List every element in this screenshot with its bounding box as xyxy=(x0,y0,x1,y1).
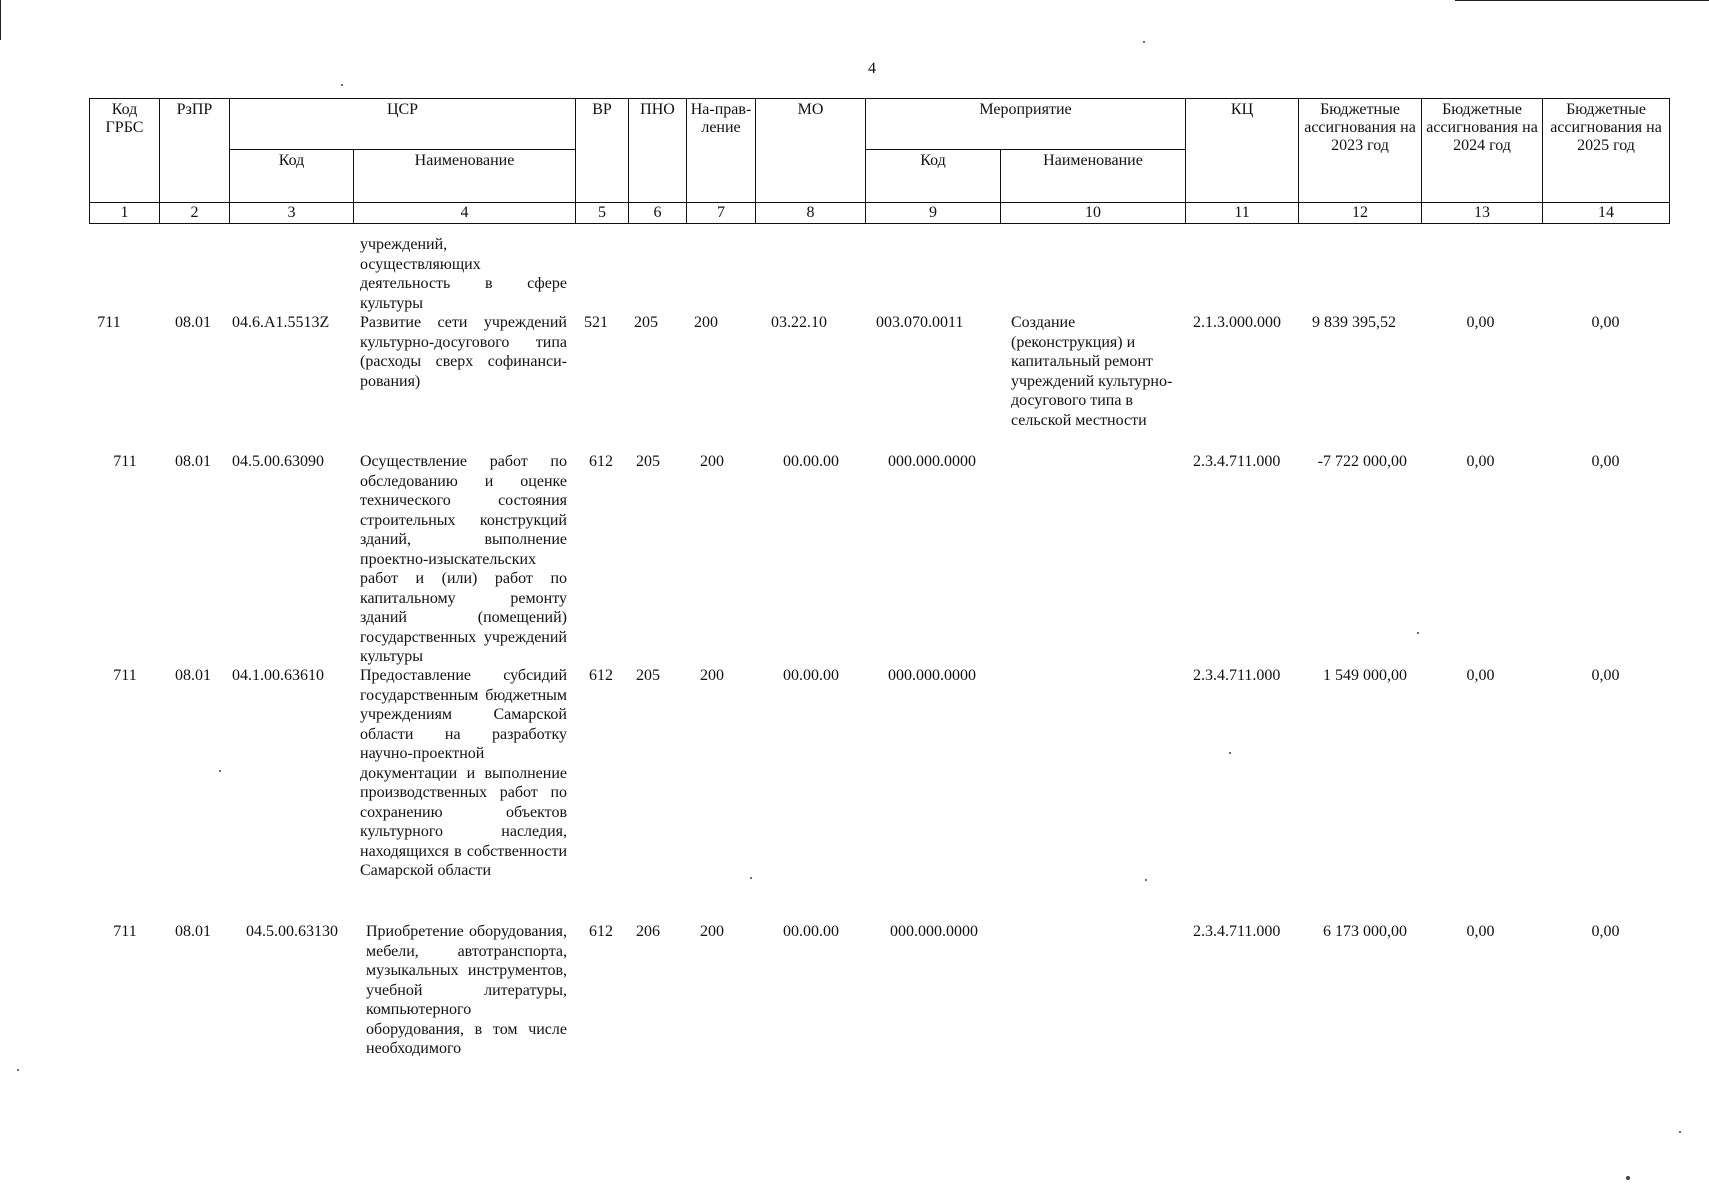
cell-mo: 03.22.10 xyxy=(771,314,827,331)
cell-vr: 612 xyxy=(589,923,613,940)
cell-vr: 612 xyxy=(589,453,613,470)
scan-speck xyxy=(1143,41,1145,43)
column-number: 6 xyxy=(629,203,687,224)
header-budget-2025: Бюджетные ассигнования на 2025 год xyxy=(1543,99,1670,203)
column-number: 9 xyxy=(866,203,1001,224)
cell-napr: 200 xyxy=(700,453,724,470)
column-number: 4 xyxy=(354,203,576,224)
header-mo: МО xyxy=(756,99,866,203)
header-rzpr: РзПР xyxy=(160,99,230,203)
cell-pno: 206 xyxy=(636,923,660,940)
column-number: 1 xyxy=(90,203,160,224)
header-kod-grbs: Код ГРБС xyxy=(90,99,160,203)
cell-pno: 205 xyxy=(636,667,660,684)
carryover-text: учреждений, осуществляющих деятельность в сфере культуры xyxy=(360,236,567,312)
column-number: 2 xyxy=(160,203,230,224)
header-mer-name: Наименование xyxy=(1001,150,1186,203)
scan-speck xyxy=(750,877,752,879)
cell-csr-code: 04.5.00.63090 xyxy=(232,453,324,470)
header-csr-name: Наименование xyxy=(354,150,576,203)
scan-edge-line xyxy=(1455,0,1709,1)
scan-speck xyxy=(1626,1176,1630,1180)
header-napravlenie: На-прав-ление xyxy=(687,99,756,203)
scan-speck xyxy=(219,770,221,772)
column-number: 10 xyxy=(1001,203,1186,224)
cell-rzpr: 08.01 xyxy=(175,667,211,684)
cell-name: Приобретение оборудования, мебели, автотранспорта, музыкальных инструментов, учебной литературы, компьютерного оборудования, в том числе необходимого xyxy=(366,923,567,1057)
cell-budget-2025: 0,00 xyxy=(1591,923,1620,940)
cell-mer-code: 000.000.0000 xyxy=(890,923,978,940)
cell-vr: 521 xyxy=(584,314,608,331)
cell-budget-2024: 0,00 xyxy=(1466,453,1495,470)
scan-speck xyxy=(17,1069,19,1071)
cell-mer-code: 003.070.0011 xyxy=(876,314,964,331)
cell-csr-code: 04.6.A1.5513Z xyxy=(232,314,330,331)
scan-edge-line xyxy=(0,0,1,40)
cell-csr-code: 04.1.00.63610 xyxy=(232,667,324,684)
cell-rzpr: 08.01 xyxy=(175,453,211,470)
header-mer-kod: Код xyxy=(866,150,1001,203)
cell-grbs: 711 xyxy=(113,667,137,684)
cell-budget-2024: 0,00 xyxy=(1466,667,1495,684)
cell-mer-code: 000.000.0000 xyxy=(888,453,976,470)
header-budget-2023: Бюджетные ассигнования на 2023 год xyxy=(1299,99,1422,203)
header-vr: ВР xyxy=(576,99,629,203)
cell-napr: 200 xyxy=(694,314,718,331)
cell-kc: 2.3.4.711.000 xyxy=(1193,453,1281,470)
cell-rzpr: 08.01 xyxy=(175,314,211,331)
scan-speck xyxy=(1417,632,1419,634)
cell-grbs: 711 xyxy=(113,923,137,940)
scan-speck xyxy=(1145,879,1147,881)
cell-budget-2023: -7 722 000,00 xyxy=(1317,453,1407,470)
cell-pno: 205 xyxy=(636,453,660,470)
column-number: 12 xyxy=(1299,203,1422,224)
header-pno: ПНО xyxy=(629,99,687,203)
cell-csr-code: 04.5.00.63130 xyxy=(246,923,338,940)
cell-budget-2023: 1 549 000,00 xyxy=(1323,667,1407,684)
cell-budget-2024: 0,00 xyxy=(1466,923,1495,940)
column-number: 3 xyxy=(230,203,354,224)
cell-napr: 200 xyxy=(700,667,724,684)
cell-mo: 00.00.00 xyxy=(783,667,839,684)
page-number: 4 xyxy=(868,60,876,77)
cell-pno: 205 xyxy=(634,314,658,331)
cell-budget-2025: 0,00 xyxy=(1591,314,1620,331)
cell-mo: 00.00.00 xyxy=(783,923,839,940)
cell-name: Предоставление субсидий государственным бюджетным учреждениям Самарской области на разработку научно-проектной документации и выполнение производственных работ по сохранению объектов культурного наследия, находящихся в собственности Самарской области xyxy=(360,667,567,879)
scan-speck xyxy=(1229,752,1231,754)
header-csr: ЦСР xyxy=(230,99,576,150)
cell-budget-2025: 0,00 xyxy=(1591,453,1620,470)
cell-vr: 612 xyxy=(589,667,613,684)
header-kc: КЦ xyxy=(1186,99,1299,203)
cell-kc: 2.3.4.711.000 xyxy=(1193,667,1281,684)
cell-grbs: 711 xyxy=(113,453,137,470)
header-budget-2024: Бюджетные ассигнования на 2024 год xyxy=(1422,99,1543,203)
column-number: 7 xyxy=(687,203,756,224)
cell-kc: 2.3.4.711.000 xyxy=(1193,923,1281,940)
header-meropriyatie: Мероприятие xyxy=(866,99,1186,150)
cell-budget-2024: 0,00 xyxy=(1466,314,1495,331)
cell-kc: 2.1.3.000.000 xyxy=(1193,314,1281,331)
cell-budget-2023: 9 839 395,52 xyxy=(1312,314,1396,331)
cell-mo: 00.00.00 xyxy=(783,453,839,470)
cell-grbs: 711 xyxy=(97,314,121,331)
cell-name: Осуществление работ по обследованию и оценке технического состояния строительных конструкций зданий, выполнение проектно-изыскательских работ и (или) работ по капитальному ремонту зданий (помещений) государственных учреждений культуры xyxy=(360,453,567,665)
column-number: 11 xyxy=(1186,203,1299,224)
cell-budget-2025: 0,00 xyxy=(1591,667,1620,684)
scan-speck xyxy=(1679,1131,1681,1133)
cell-mer-code: 000.000.0000 xyxy=(888,667,976,684)
column-number: 8 xyxy=(756,203,866,224)
cell-napr: 200 xyxy=(700,923,724,940)
column-number: 14 xyxy=(1543,203,1670,224)
cell-name: Развитие сети учреждений культурно-досугового типа (расходы сверх софинанси-рования) xyxy=(360,314,567,390)
cell-rzpr: 08.01 xyxy=(175,923,211,940)
column-number: 5 xyxy=(576,203,629,224)
cell-mer-name: Создание (реконструкция) и капитальный ремонт учреждений культурно-досугового типа в сельской местности xyxy=(1011,314,1173,429)
cell-budget-2023: 6 173 000,00 xyxy=(1323,923,1407,940)
table-header xyxy=(89,98,1670,224)
column-number: 13 xyxy=(1422,203,1543,224)
scan-speck xyxy=(341,84,343,86)
header-csr-kod: Код xyxy=(230,150,354,203)
